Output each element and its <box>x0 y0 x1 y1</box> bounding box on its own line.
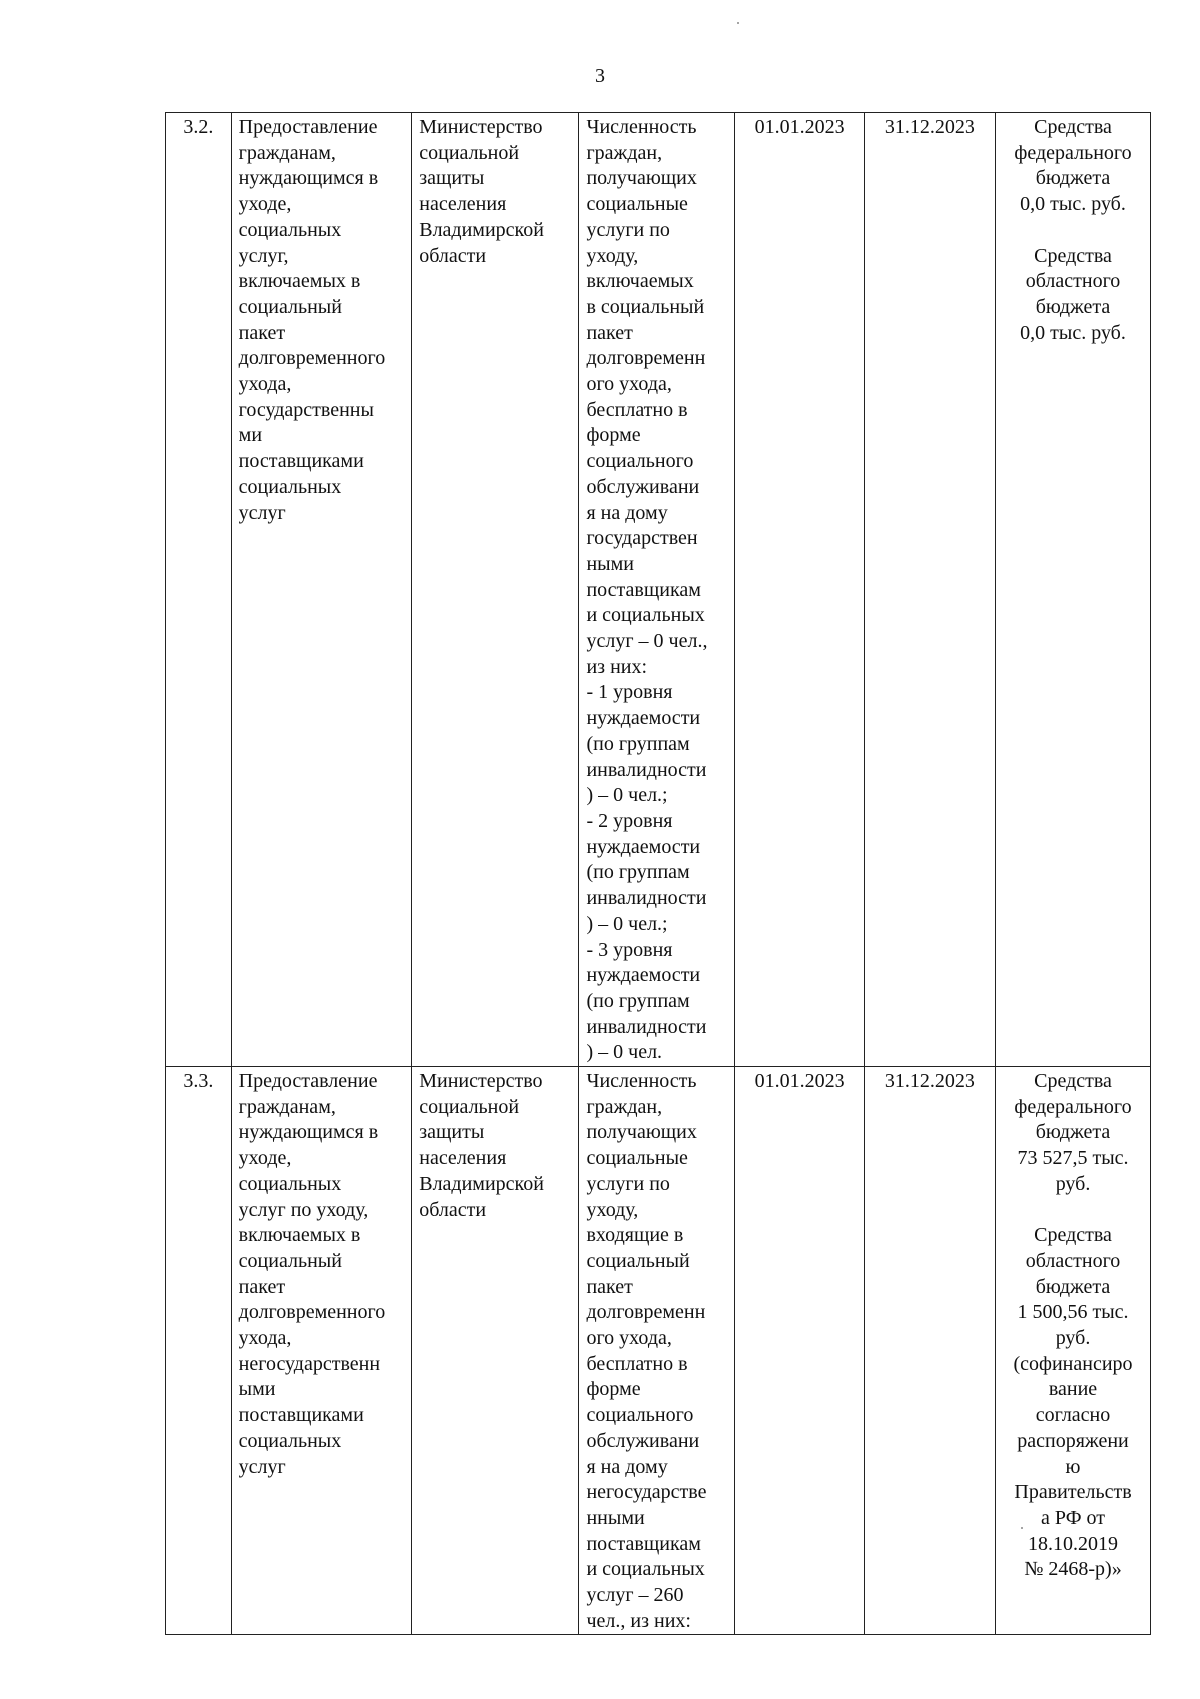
text-line: чел., из них: <box>586 1609 691 1632</box>
text-line: гражданам, <box>238 141 336 164</box>
text-line: социальных <box>238 1172 342 1195</box>
text-line: социальные <box>586 1147 688 1170</box>
funding-cell <box>996 1067 1151 1635</box>
text-line: - 2 уровня <box>586 809 673 832</box>
program-table <box>165 112 1151 1635</box>
row-number: 3.3. <box>166 1067 232 1635</box>
text-line: гражданам, <box>238 1095 336 1118</box>
page-number: 3 <box>595 65 605 87</box>
text-line: ) – 0 чел.; <box>586 912 668 935</box>
text-line: нуждающимся в <box>238 1121 379 1144</box>
text-line: Министерство <box>419 1070 543 1093</box>
text-line: руб. <box>1055 1327 1091 1350</box>
text-line: защиты <box>419 1121 485 1144</box>
measure-cell <box>231 1067 412 1635</box>
text-line: ) – 0 чел. <box>586 1041 663 1064</box>
text-line: нуждаемости <box>586 964 701 987</box>
text-line: социальный <box>238 295 342 318</box>
text-line: бюджета <box>1035 167 1111 190</box>
text-line: Предоставление <box>238 1070 378 1093</box>
text-line: 1 500,56 тыс. <box>1017 1301 1129 1324</box>
indicator-cell <box>579 113 735 1067</box>
text-line: а РФ от <box>1041 1506 1105 1529</box>
text-line: бюджета <box>1035 1275 1111 1298</box>
text-line: поставщикам <box>586 1532 701 1555</box>
text-line: граждан, <box>586 1095 663 1118</box>
text-line: согласно <box>1035 1404 1111 1427</box>
text-line: нуждаемости <box>586 707 701 730</box>
text-line: включаемых в <box>238 1224 361 1247</box>
text-line: социальные <box>586 193 688 216</box>
text-line: обслуживани <box>586 1429 700 1452</box>
text-line: областного <box>1025 1249 1121 1272</box>
text-line: 0,0 тыс. руб. <box>1020 193 1126 216</box>
text-line: населения <box>419 1147 507 1170</box>
text-line: Средства <box>1034 1070 1112 1093</box>
text-line: обслуживани <box>586 475 700 498</box>
executor-cell <box>412 1067 579 1635</box>
text-line: ю <box>1065 1455 1081 1478</box>
text-line: Средства <box>1034 244 1112 267</box>
text-line: (по группам <box>586 861 690 884</box>
row-number: 3.2. <box>166 113 232 1067</box>
text-line: из них: <box>586 655 648 678</box>
text-line: услуг, <box>238 244 289 267</box>
indicator-cell <box>579 1067 735 1635</box>
text-line: руб. <box>1055 1172 1091 1195</box>
text-line: (по группам <box>586 989 690 1012</box>
text-line: услуги по <box>586 218 670 241</box>
start-date-cell: 01.01.2023 <box>735 113 864 1067</box>
scan-speck <box>737 22 739 24</box>
text-line: и социальных <box>586 604 705 627</box>
text-line: (софинансиро <box>1013 1352 1133 1375</box>
text-line: распоряжени <box>1017 1429 1129 1452</box>
text-line: услуг – 0 чел., <box>586 630 708 653</box>
text-line: нными <box>586 1506 645 1529</box>
text-line: уходе, <box>238 1147 292 1170</box>
text-line: я на дому <box>586 501 668 524</box>
text-line: негосударственн <box>238 1352 381 1375</box>
table-row <box>166 113 1151 1067</box>
text-line: Средства <box>1034 1224 1112 1247</box>
funding-cell <box>996 113 1151 1067</box>
text-line: социальных <box>238 218 342 241</box>
text-line: пакет <box>238 321 286 344</box>
text-line: поставщикам <box>586 578 701 601</box>
text-line: уходу, <box>586 244 639 267</box>
text-line: ными <box>586 552 634 575</box>
text-line: пакет <box>586 1275 633 1298</box>
text-line: (по группам <box>586 732 690 755</box>
text-line: 18.10.2019 <box>1028 1532 1119 1555</box>
text-line: Владимирской <box>419 1172 544 1195</box>
text-line: ого ухода, <box>586 373 672 396</box>
table-row <box>166 1067 1151 1635</box>
text-line: долговременного <box>238 1301 386 1324</box>
scan-speck <box>1021 1527 1023 1529</box>
text-line: социальных <box>238 1429 342 1452</box>
text-line: инвалидности <box>586 1015 707 1038</box>
text-line: негосударстве <box>586 1481 707 1504</box>
text-line: услуг <box>238 1455 286 1478</box>
blank-line <box>1003 1198 1143 1224</box>
text-line: областного <box>1025 270 1121 293</box>
text-line: инвалидности <box>586 887 707 910</box>
text-line: защиты <box>419 167 485 190</box>
text-line: области <box>419 244 487 267</box>
text-line: услуги по <box>586 1172 670 1195</box>
text-line: услуг по уходу, <box>238 1198 369 1221</box>
text-line: 73 527,5 тыс. <box>1017 1147 1129 1170</box>
text-line: форме <box>586 424 641 447</box>
text-line: № 2468-р)» <box>1024 1558 1122 1581</box>
text-line: уходе, <box>238 193 292 216</box>
text-line: включаемых <box>586 270 694 293</box>
text-line: долговременн <box>586 1301 706 1324</box>
text-line: Министерство <box>419 116 543 138</box>
text-line: бесплатно в <box>586 1352 688 1375</box>
text-line: 0,0 тыс. руб. <box>1020 321 1126 344</box>
text-line: Средства <box>1034 116 1112 138</box>
text-line: получающих <box>586 1121 697 1144</box>
blank-line <box>1003 218 1143 244</box>
text-line: я на дому <box>586 1455 668 1478</box>
text-line: нуждаемости <box>586 835 701 858</box>
text-line: поставщиками <box>238 450 364 473</box>
text-line: Правительств <box>1014 1481 1132 1504</box>
text-line: Предоставление <box>238 116 378 138</box>
text-line: Владимирской <box>419 218 544 241</box>
text-line: Численность <box>586 116 697 138</box>
text-line: федерального <box>1014 141 1132 164</box>
text-line: поставщиками <box>238 1404 364 1427</box>
text-line: ) – 0 чел.; <box>586 784 668 807</box>
text-line: Численность <box>586 1070 697 1093</box>
text-line: социального <box>586 1404 694 1427</box>
executor-cell <box>412 113 579 1067</box>
text-line: вание <box>1048 1378 1098 1401</box>
text-line: услуг <box>238 501 286 524</box>
text-line: и социальных <box>586 1558 705 1581</box>
text-line: входящие в <box>586 1224 684 1247</box>
text-line: форме <box>586 1378 641 1401</box>
text-line: пакет <box>586 321 633 344</box>
text-line: ухода, <box>238 373 292 396</box>
end-date-cell: 31.12.2023 <box>864 1067 995 1635</box>
text-line: социальный <box>238 1249 342 1272</box>
text-line: социальный <box>586 1249 690 1272</box>
text-line: нуждающимся в <box>238 167 379 190</box>
text-line: социальных <box>238 475 342 498</box>
text-line: в социальный <box>586 295 705 318</box>
text-line: инвалидности <box>586 758 707 781</box>
measure-cell <box>231 113 412 1067</box>
text-line: уходу, <box>586 1198 639 1221</box>
text-line: бесплатно в <box>586 398 688 421</box>
end-date-cell: 31.12.2023 <box>864 113 995 1067</box>
text-line: ухода, <box>238 1327 292 1350</box>
text-line: - 1 уровня <box>586 681 673 704</box>
text-line: долговременн <box>586 347 706 370</box>
text-line: ыми <box>238 1378 276 1401</box>
text-line: граждан, <box>586 141 663 164</box>
text-line: государствен <box>586 527 698 550</box>
text-line: области <box>419 1198 487 1221</box>
text-line: социальной <box>419 141 520 164</box>
text-line: ми <box>238 424 263 447</box>
text-line: долговременного <box>238 347 386 370</box>
text-line: федерального <box>1014 1095 1132 1118</box>
text-line: бюджета <box>1035 295 1111 318</box>
text-line: получающих <box>586 167 697 190</box>
text-line: бюджета <box>1035 1121 1111 1144</box>
text-line: социального <box>586 450 694 473</box>
text-line: социальной <box>419 1095 520 1118</box>
text-line: населения <box>419 193 507 216</box>
text-line: государственны <box>238 398 374 421</box>
text-line: ого ухода, <box>586 1327 672 1350</box>
text-line: услуг – 260 <box>586 1584 684 1607</box>
start-date-cell: 01.01.2023 <box>735 1067 864 1635</box>
text-line: пакет <box>238 1275 286 1298</box>
text-line: включаемых в <box>238 270 361 293</box>
text-line: - 3 уровня <box>586 938 673 961</box>
